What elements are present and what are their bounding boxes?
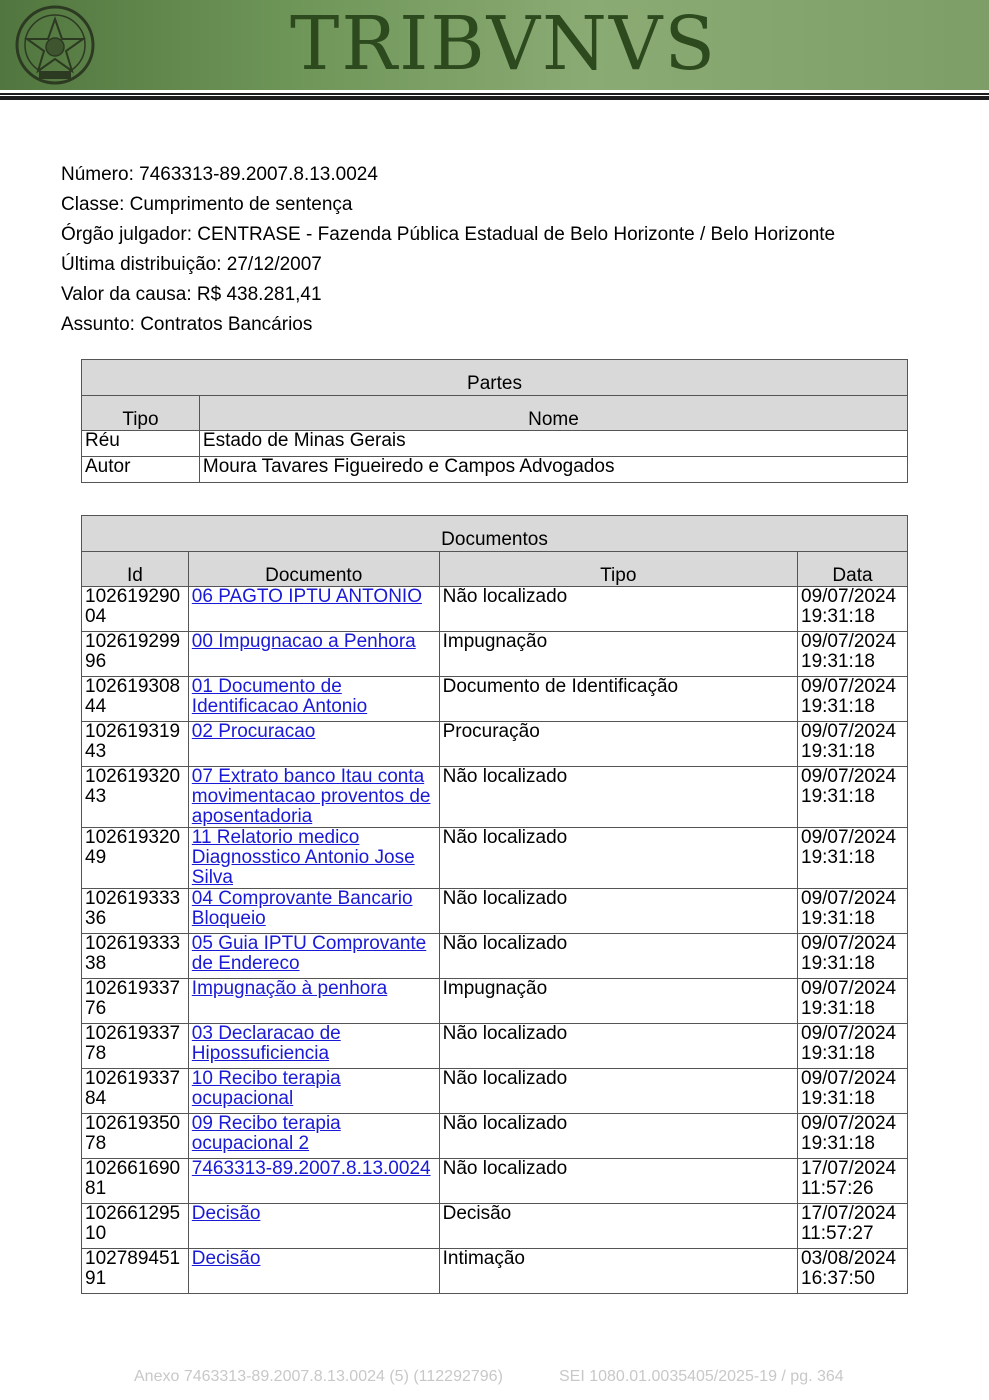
document-link-cell (188, 587, 439, 632)
header-rule (0, 93, 989, 95)
document-link-cell (188, 979, 439, 1024)
document-date-cell: 03/08/2024 16:37:50 (798, 1249, 908, 1294)
document-type-cell: Intimação (439, 1249, 797, 1294)
header-rule-thick (0, 96, 989, 100)
document-type-cell: Impugnação (439, 632, 797, 677)
document-link[interactable]: 06 PAGTO IPTU ANTONIO (191, 586, 422, 607)
document-link-cell (188, 1249, 439, 1294)
document-link[interactable]: 05 Guia IPTU Comprovante de Endereco (191, 933, 427, 974)
document-row (82, 979, 908, 1024)
document-row (82, 1159, 908, 1204)
parties-row (82, 457, 908, 483)
document-date-cell: 17/07/2024 11:57:26 (798, 1159, 908, 1204)
document-link[interactable]: 07 Extrato banco Itau conta movimentacao proventos de aposentadoria (191, 766, 431, 827)
document-date-cell: 09/07/2024 19:31:18 (798, 1114, 908, 1159)
party-name: Moura Tavares Figueiredo e Campos Advogados (199, 457, 907, 483)
documents-col-document: Documento (188, 552, 439, 587)
document-row (82, 1024, 908, 1069)
parties-table (81, 359, 908, 483)
document-link-cell (188, 828, 439, 889)
document-type-cell: Não localizado (439, 1114, 797, 1159)
document-id-cell: 10261932043 (82, 767, 189, 828)
documents-table (81, 515, 908, 1294)
documents-col-type: Tipo (439, 552, 797, 587)
document-type-cell: Não localizado (439, 587, 797, 632)
document-row (82, 1249, 908, 1294)
document-date-cell: 09/07/2024 19:31:18 (798, 1069, 908, 1114)
documents-col-date: Data (798, 552, 908, 587)
document-link[interactable]: 11 Relatorio medico Diagnosstico Antonio Jose Silva (191, 827, 415, 888)
process-value: Valor da causa: R$ 438.281,41 (61, 284, 322, 305)
document-type-cell: Não localizado (439, 828, 797, 889)
process-metadata (61, 160, 835, 340)
process-class: Classe: Cumprimento de sentença (61, 194, 353, 215)
document-row (82, 587, 908, 632)
document-link[interactable]: Decisão (191, 1248, 261, 1269)
document-type-cell: Não localizado (439, 1069, 797, 1114)
document-id-cell: 10261933778 (82, 1024, 189, 1069)
document-link-cell (188, 632, 439, 677)
document-link[interactable]: 04 Comprovante Bancario Bloqueio (191, 888, 413, 929)
document-type-cell: Não localizado (439, 889, 797, 934)
document-id-cell: 10261930844 (82, 677, 189, 722)
document-type-cell: Documento de Identificação (439, 677, 797, 722)
document-id-cell: 10266169081 (82, 1159, 189, 1204)
document-date-cell: 09/07/2024 19:31:18 (798, 1024, 908, 1069)
document-link[interactable]: Impugnação à penhora (191, 978, 388, 999)
document-id-cell: 10261935078 (82, 1114, 189, 1159)
documents-caption: Documentos (82, 516, 908, 552)
document-type-cell: Decisão (439, 1204, 797, 1249)
document-row (82, 1204, 908, 1249)
document-date-cell: 09/07/2024 19:31:18 (798, 677, 908, 722)
parties-col-type: Tipo (82, 396, 200, 431)
document-type-cell: Não localizado (439, 934, 797, 979)
document-id-cell: 10261931943 (82, 722, 189, 767)
document-type-cell: Não localizado (439, 1159, 797, 1204)
document-row (82, 1114, 908, 1159)
document-date-cell: 09/07/2024 19:31:18 (798, 632, 908, 677)
document-row (82, 1069, 908, 1114)
document-link-cell (188, 934, 439, 979)
document-date-cell: 09/07/2024 19:31:18 (798, 722, 908, 767)
parties-col-name: Nome (199, 396, 907, 431)
document-link[interactable]: 7463313-89.2007.8.13.0024 (191, 1158, 431, 1179)
document-link-cell (188, 722, 439, 767)
document-date-cell: 09/07/2024 19:31:18 (798, 889, 908, 934)
document-type-cell: Impugnação (439, 979, 797, 1024)
document-type-cell: Procuração (439, 722, 797, 767)
document-link[interactable]: Decisão (191, 1203, 261, 1224)
document-row (82, 677, 908, 722)
document-date-cell: 09/07/2024 19:31:18 (798, 934, 908, 979)
document-date-cell: 09/07/2024 19:31:18 (798, 979, 908, 1024)
document-row (82, 934, 908, 979)
parties-row (82, 431, 908, 457)
party-type: Réu (82, 431, 200, 457)
document-id-cell: 10261933784 (82, 1069, 189, 1114)
process-subject: Assunto: Contratos Bancários (61, 314, 313, 335)
party-name: Estado de Minas Gerais (199, 431, 907, 457)
document-type-cell: Não localizado (439, 767, 797, 828)
document-link[interactable]: 03 Declaracao de Hipossuficiencia (191, 1023, 341, 1064)
document-link-cell (188, 767, 439, 828)
coat-of-arms-icon (13, 5, 97, 85)
document-row (82, 767, 908, 828)
footer-sei: SEI 1080.01.0035405/2025-19 / pg. 364 (559, 1368, 844, 1385)
party-type: Autor (82, 457, 200, 483)
document-id-cell: 10261933338 (82, 934, 189, 979)
document-link-cell (188, 1159, 439, 1204)
document-link[interactable]: 02 Procuracao (191, 721, 316, 742)
document-id-cell: 10261933776 (82, 979, 189, 1024)
document-link[interactable]: 09 Recibo terapia ocupacional 2 (191, 1113, 341, 1154)
documents-col-id: Id (82, 552, 189, 587)
document-link-cell (188, 1204, 439, 1249)
document-link-cell (188, 1069, 439, 1114)
document-link[interactable]: 10 Recibo terapia ocupacional (191, 1068, 341, 1109)
document-date-cell: 09/07/2024 19:31:18 (798, 828, 908, 889)
process-court: Órgão julgador: CENTRASE - Fazenda Pública Estadual de Belo Horizonte / Belo Horizonte (61, 224, 836, 245)
document-row (82, 828, 908, 889)
document-type-cell: Não localizado (439, 1024, 797, 1069)
document-id-cell: 10278945191 (82, 1249, 189, 1294)
document-row (82, 722, 908, 767)
document-link-cell (188, 677, 439, 722)
document-id-cell: 10261929004 (82, 587, 189, 632)
document-link-cell (188, 889, 439, 934)
document-link[interactable]: 00 Impugnacao a Penhora (191, 631, 416, 652)
footer-annex: Anexo 7463313-89.2007.8.13.0024 (5) (112292796) (134, 1368, 503, 1385)
process-distribution: Última distribuição: 27/12/2007 (61, 254, 322, 275)
document-link-cell (188, 1024, 439, 1069)
document-link[interactable]: 01 Documento de Identificacao Antonio (191, 676, 368, 717)
parties-caption: Partes (82, 360, 908, 396)
document-link-cell (188, 1114, 439, 1159)
document-row (82, 889, 908, 934)
document-id-cell: 10261933336 (82, 889, 189, 934)
process-number: Número: 7463313-89.2007.8.13.0024 (61, 164, 378, 185)
document-id-cell: 10261932049 (82, 828, 189, 889)
brand-title: TRIBVNVS (290, 1, 718, 87)
document-id-cell: 10261929996 (82, 632, 189, 677)
document-date-cell: 09/07/2024 19:31:18 (798, 767, 908, 828)
document-id-cell: 10266129510 (82, 1204, 189, 1249)
document-row (82, 632, 908, 677)
document-date-cell: 17/07/2024 11:57:27 (798, 1204, 908, 1249)
document-date-cell: 09/07/2024 19:31:18 (798, 587, 908, 632)
